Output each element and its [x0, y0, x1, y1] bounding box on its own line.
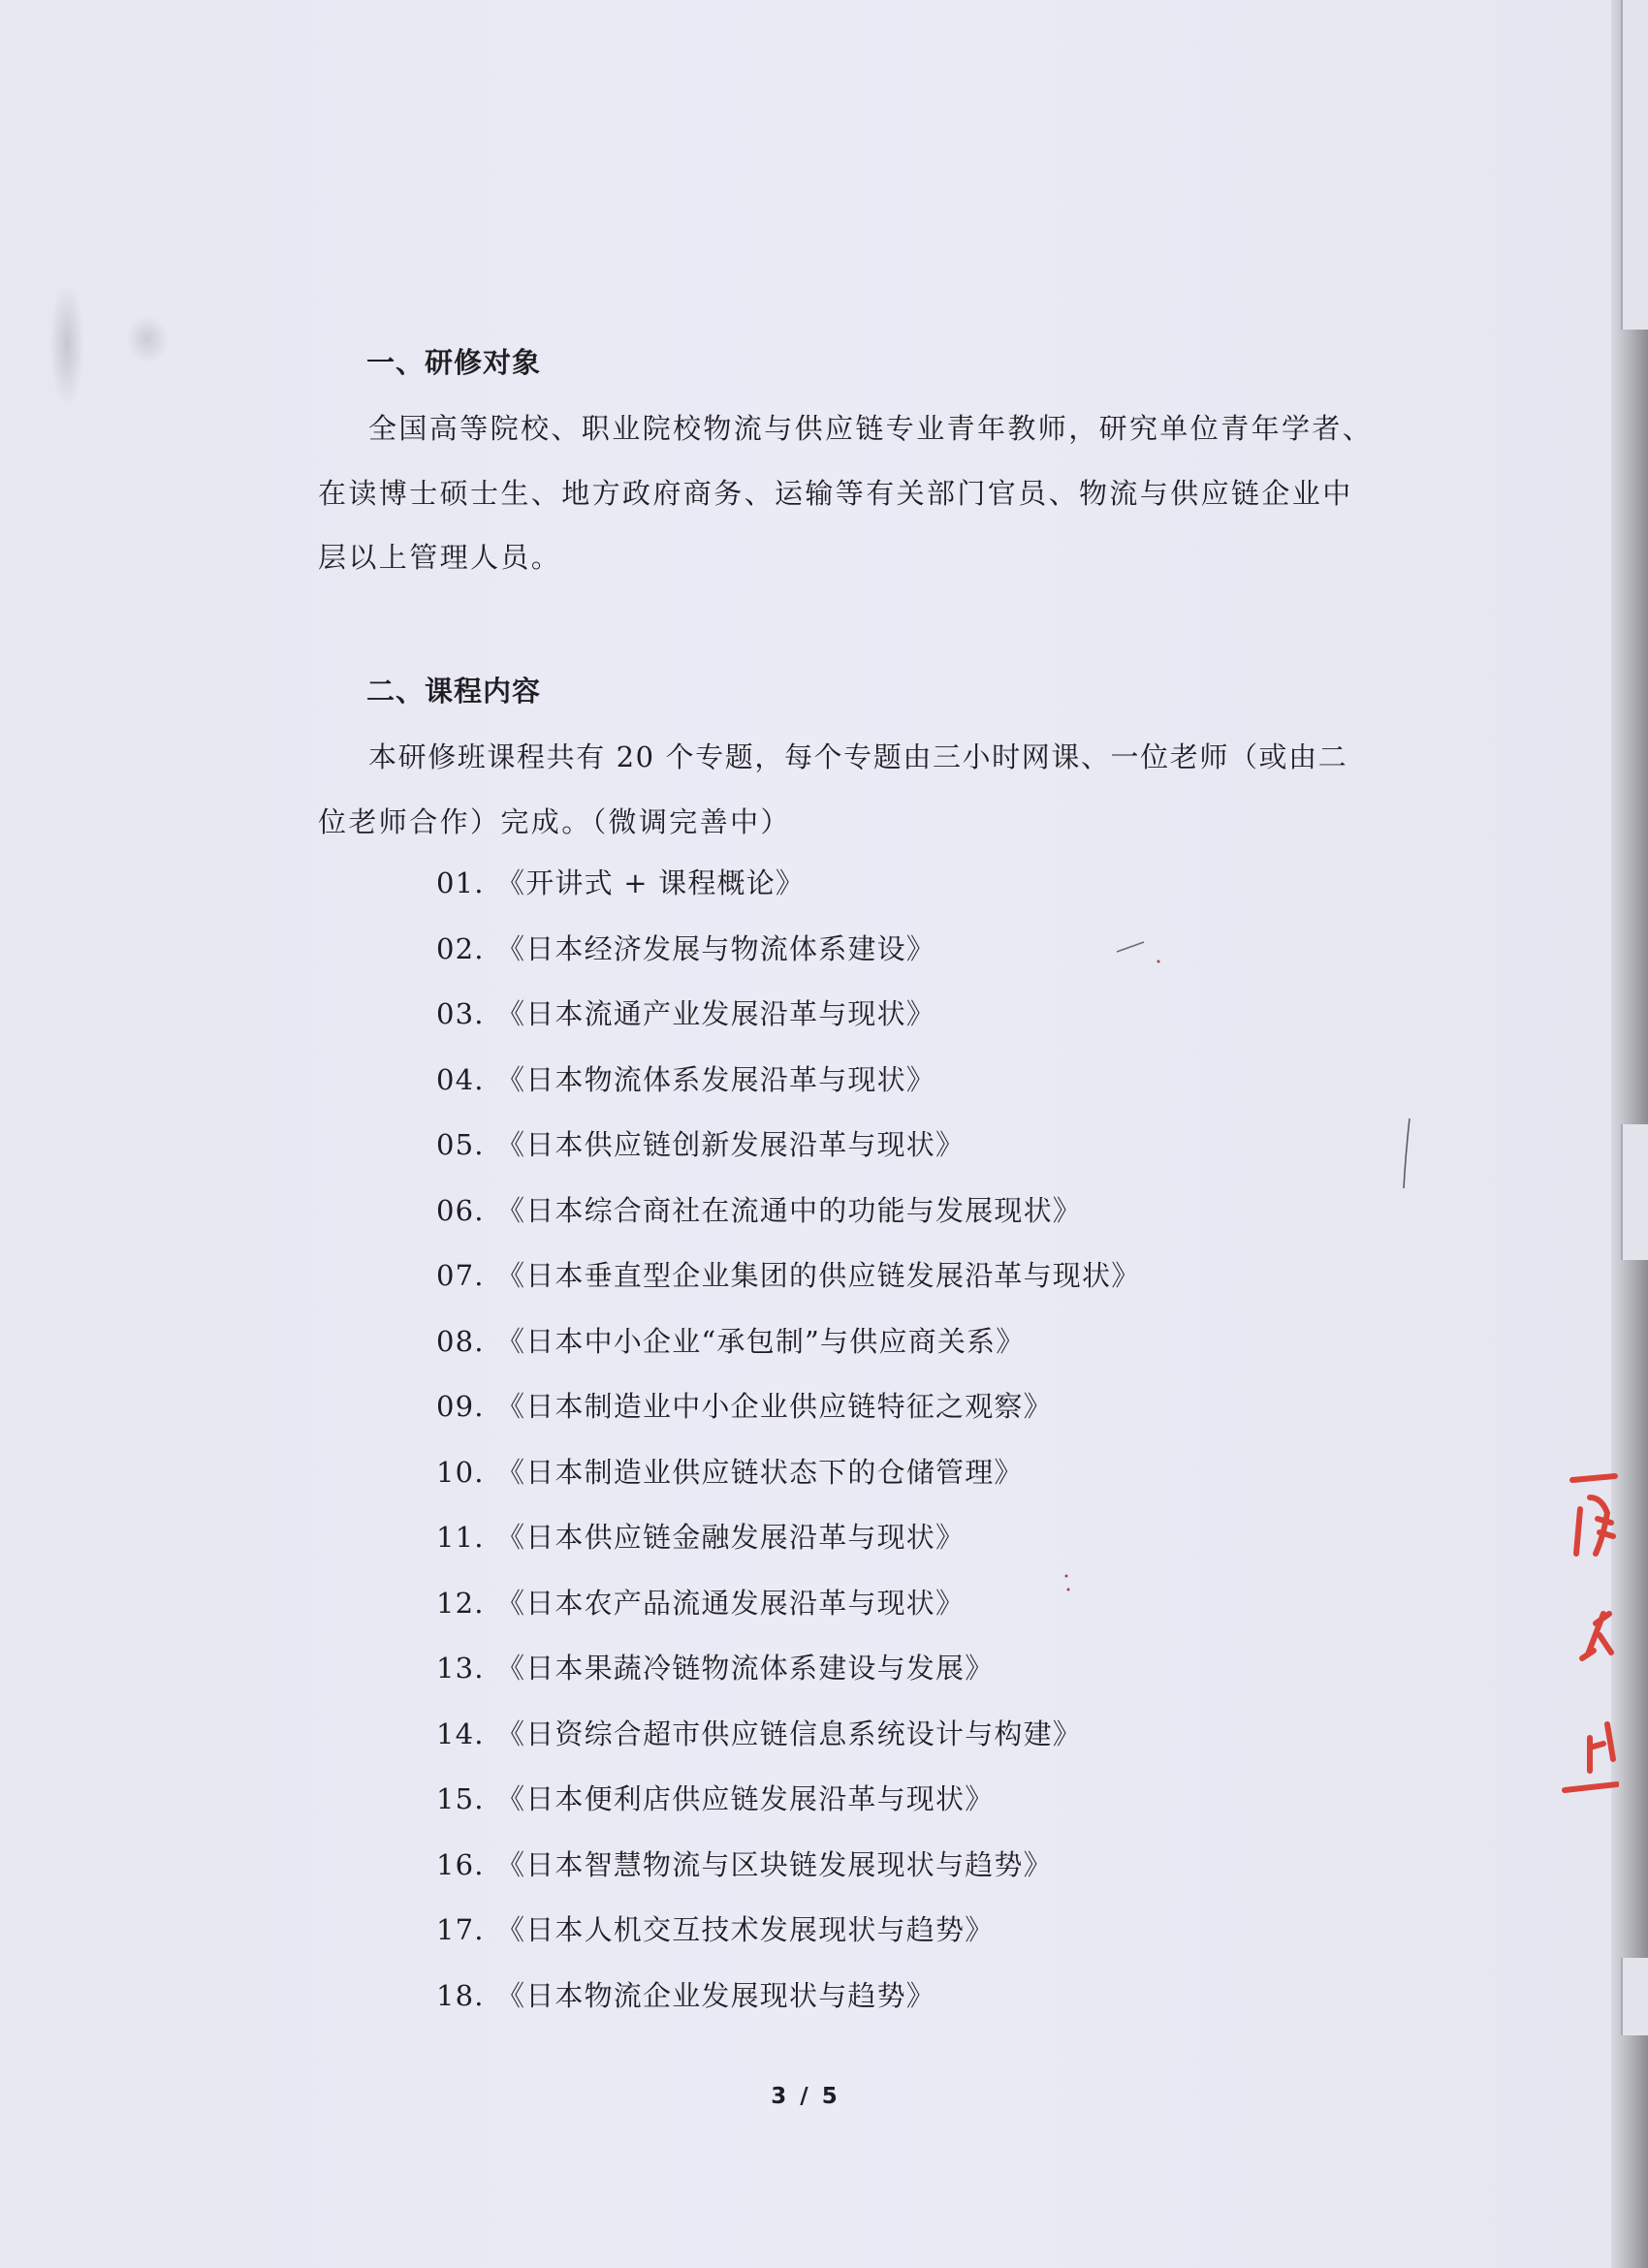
topic-item [436, 1906, 1140, 1971]
topic-title: 《日本制造业供应链状态下的仓储管理》 [496, 1455, 1024, 1489]
topic-number: 04. [436, 1062, 485, 1096]
topic-item [436, 1251, 1140, 1317]
topic-item [436, 1644, 1140, 1710]
topic-number: 02. [436, 931, 485, 965]
topic-title: 《日本综合商社在流通中的功能与发展现状》 [496, 1193, 1083, 1227]
topic-title: 《日本供应链创新发展沿革与现状》 [496, 1128, 966, 1161]
topic-number: 17. [436, 1913, 485, 1946]
section-heading-course-content: 二、课程内容 [366, 675, 542, 708]
topic-number: 14. [436, 1717, 485, 1750]
topic-number: 01. [436, 866, 485, 899]
topic-title: 《日本物流企业发展现状与趋势》 [496, 1978, 936, 2012]
topic-item [436, 1579, 1140, 1645]
topic-number: 05. [436, 1128, 485, 1161]
topic-item [436, 1775, 1140, 1841]
page-number: 3 / 5 [771, 2084, 840, 2109]
paragraph-line: 层以上管理人员。 [318, 541, 562, 574]
topic-item [436, 1382, 1140, 1448]
topic-number: 12. [436, 1586, 485, 1620]
topic-title: 《日资综合超市供应链信息系统设计与构建》 [496, 1717, 1083, 1750]
topic-item [436, 1055, 1140, 1121]
red-seal-stamp [1551, 1468, 1619, 1808]
topic-item [436, 1513, 1140, 1579]
topic-item [436, 1317, 1140, 1383]
topic-item [436, 1841, 1140, 1906]
topic-item [436, 1971, 1140, 2037]
topic-number: 08. [436, 1324, 485, 1358]
topic-item [436, 859, 1140, 925]
topic-number: 10. [436, 1455, 485, 1489]
topic-title: 《日本中小企业“承包制”与供应商关系》 [496, 1324, 1026, 1358]
paragraph-line: 在读博士硕士生、地方政府商务、运输等有关部门官员、物流与供应链企业中 [318, 477, 1353, 510]
topic-title: 《日本智慧物流与区块链发展现状与趋势》 [496, 1847, 1053, 1881]
topic-number: 07. [436, 1259, 485, 1292]
topic-item [436, 1120, 1140, 1186]
topic-title: 《开讲式 + 课程概论》 [496, 866, 806, 899]
topic-title: 《日本物流体系发展沿革与现状》 [496, 1062, 936, 1096]
topic-number: 16. [436, 1847, 485, 1881]
paragraph-line: 本研修班课程共有 20 个专题，每个专题由三小时网课、一位老师（或由二 [368, 740, 1348, 773]
topic-title: 《日本农产品流通发展沿革与现状》 [496, 1586, 966, 1620]
topic-title: 《日本人机交互技术发展现状与趋势》 [496, 1913, 995, 1946]
topic-item [436, 1710, 1140, 1776]
topic-number: 11. [436, 1521, 485, 1554]
edge-strip [1621, 1124, 1648, 1260]
topic-number: 03. [436, 997, 485, 1030]
topic-title: 《日本便利店供应链发展沿革与现状》 [496, 1782, 995, 1815]
topic-number: 18. [436, 1978, 485, 2012]
topic-title: 《日本垂直型企业集团的供应链发展沿革与现状》 [496, 1259, 1141, 1292]
topic-title: 《日本供应链金融发展沿革与现状》 [496, 1521, 966, 1554]
edge-strip [1621, 0, 1648, 330]
paragraph-line: 全国高等院校、职业院校物流与供应链专业青年教师，研究单位青年学者、 [368, 412, 1374, 445]
topic-title: 《日本果蔬冷链物流体系建设与发展》 [496, 1652, 995, 1685]
topic-item [436, 925, 1140, 991]
topic-item [436, 990, 1140, 1055]
topic-item [436, 1448, 1140, 1514]
edge-strip [1621, 1958, 1648, 2035]
paragraph-line: 位老师合作）完成。（微调完善中） [318, 805, 791, 838]
topic-title: 《日本制造业中小企业供应链特征之观察》 [496, 1390, 1053, 1423]
topic-number: 09. [436, 1390, 485, 1423]
topic-number: 13. [436, 1652, 485, 1685]
section-heading-participants: 一、研修对象 [366, 346, 542, 379]
topic-item [436, 1186, 1140, 1252]
topic-number: 06. [436, 1193, 485, 1227]
topic-title: 《日本流通产业发展沿革与现状》 [496, 997, 936, 1030]
topic-number: 15. [436, 1782, 485, 1815]
topic-title: 《日本经济发展与物流体系建设》 [496, 931, 936, 965]
course-topic-list [436, 859, 1140, 2036]
